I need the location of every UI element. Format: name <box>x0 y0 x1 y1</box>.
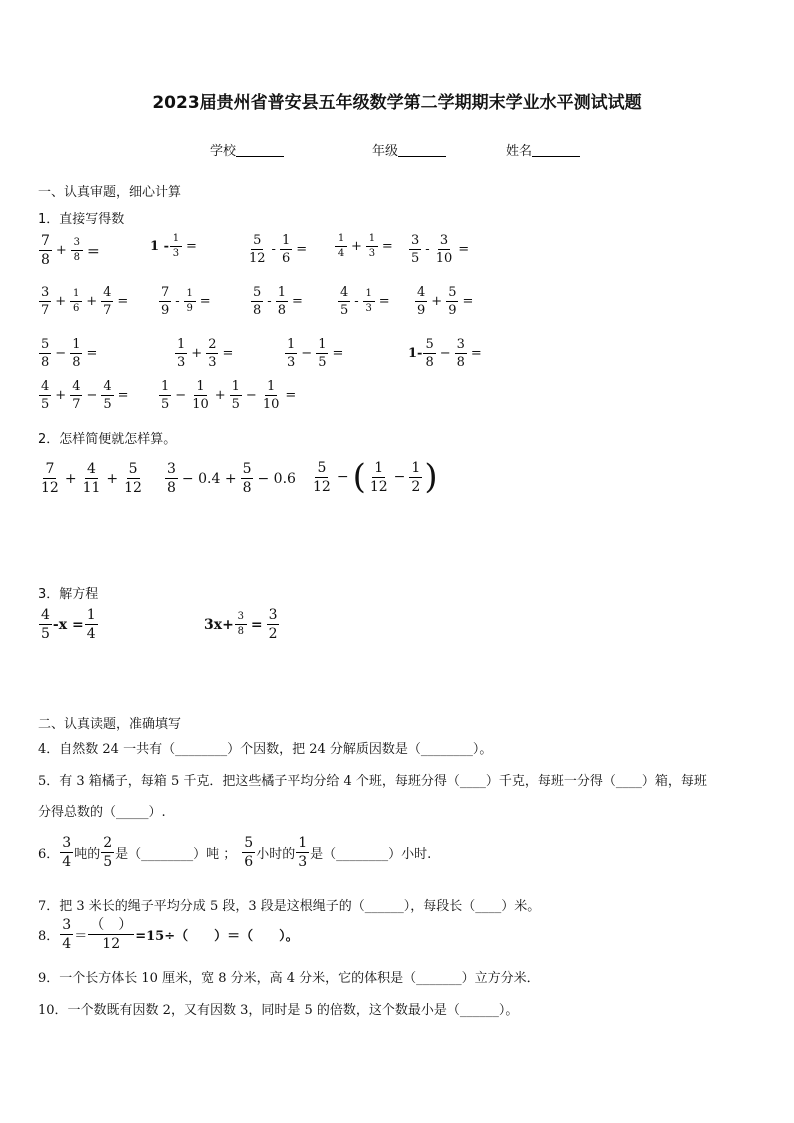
calc-r3-4: 1- $\frac{5}{8}$ − $\frac{3}{8}$ = <box>408 337 482 370</box>
question-9: 9．一个长方体长 10 厘米，宽 8 分米，高 4 分米，它的体积是（_______）立方分米． <box>38 971 540 986</box>
school-field: 学校 <box>210 140 284 159</box>
simplify-2: $\frac{3}{8}$ − 0.4 + $\frac{5}{8}$ − 0.6 <box>167 461 296 496</box>
question-6: 6． $\frac{3}{4}$ 吨的 $\frac{2}{5}$ 是（________）吨 ； $\frac{5}{6}$ 小时的 $\frac{1}{3}$ 是（________）小时. <box>38 835 432 870</box>
section-heading-2: 二、认真读题，准确填写 <box>38 717 182 732</box>
calc-r1-1: $\frac{7}{8}$ + $\frac{3}{8}$ ＝ <box>41 233 100 268</box>
calc-r2-3: $\frac{5}{8}$ - $\frac{1}{8}$ = <box>253 285 303 318</box>
calc-r2-5: $\frac{4}{9}$ + $\frac{5}{9}$ = <box>417 285 474 318</box>
page-title: 2023届贵州省普安县五年级数学第二学期期末学业水平测试试题 <box>152 93 642 113</box>
calc-r2-2: $\frac{7}{9}$ - $\frac{1}{9}$ = <box>161 285 211 318</box>
grade-field: 年级 <box>372 140 446 159</box>
simplify-3: $\frac{5}{12}$ − ( $\frac{1}{12}$ − $\frac{1}{2}$ ) <box>313 457 438 497</box>
name-field: 姓名 <box>506 140 580 159</box>
question-3-label: 3．解方程 <box>38 587 99 602</box>
simplify-1: $\frac{7}{12}$ + $\frac{4}{11}$ + $\frac{5}{12}$ <box>41 461 142 496</box>
calc-r1-5: $\frac{3}{5}$ - $\frac{3}{10}$ = <box>411 233 470 266</box>
question-8: 8． $\frac{3}{4}$ ＝ $\frac{( )}{12}$ =15÷（ ）＝（ ）。 <box>38 917 299 952</box>
calc-r1-3: $\frac{5}{12}$ - $\frac{1}{6}$ = <box>249 233 308 266</box>
question-4: 4．自然数 24 一共有（________）个因数，把 24 分解质因数是（________）。 <box>38 742 493 757</box>
question-10: 10．一个数既有因数 2，又有因数 3，同时是 5 的倍数，这个数最小是（______）。 <box>38 1003 519 1018</box>
equation-1: $\frac{4}{5}$ -x = $\frac{1}{4}$ <box>41 607 96 642</box>
equation-2: 3x+ $\frac{3}{8}$ = $\frac{3}{2}$ <box>204 607 278 642</box>
question-5-line-2: 分得总数的（_____）. <box>38 805 166 820</box>
question-5-line-1: 5．有 3 箱橘子，每箱 5 千克．把这些橘子平均分给 4 个班，每班分得（____）千克，每班一分得（____）箱，每班 <box>38 774 707 789</box>
section-heading-1: 一、认真审题，细心计算 <box>38 185 182 200</box>
question-2-label: 2．怎样简便就怎样算。 <box>38 432 177 447</box>
calc-r2-4: $\frac{4}{5}$ - $\frac{1}{3}$ = <box>340 285 390 318</box>
calc-r4-2: $\frac{1}{5}$ − $\frac{1}{10}$ + $\frac{1}{5}$ − $\frac{1}{10}$ = <box>161 379 297 412</box>
calc-r1-2: 1 - $\frac{1}{3}$ = <box>150 233 197 259</box>
question-7: 7．把 3 米长的绳子平均分成 5 段，3 段是这根绳子的（______），每段长（____）米。 <box>38 899 541 914</box>
calc-r4-1: $\frac{4}{5}$ + $\frac{4}{7}$ − $\frac{4}{5}$ = <box>41 379 129 412</box>
calc-r3-2: $\frac{1}{3}$ + $\frac{2}{3}$ = <box>177 337 234 370</box>
question-1-label: 1．直接写得数 <box>38 212 125 227</box>
calc-r1-4: $\frac{1}{4}$ + $\frac{1}{3}$ = <box>334 234 396 259</box>
calc-r3-1: $\frac{5}{8}$ − $\frac{1}{8}$ = <box>41 337 98 370</box>
calc-r2-1: $\frac{3}{7}$ + $\frac{1}{6}$ + $\frac{4}{7}$ = <box>41 285 129 318</box>
calc-r3-3: $\frac{1}{3}$ − $\frac{1}{5}$ = <box>287 337 344 370</box>
